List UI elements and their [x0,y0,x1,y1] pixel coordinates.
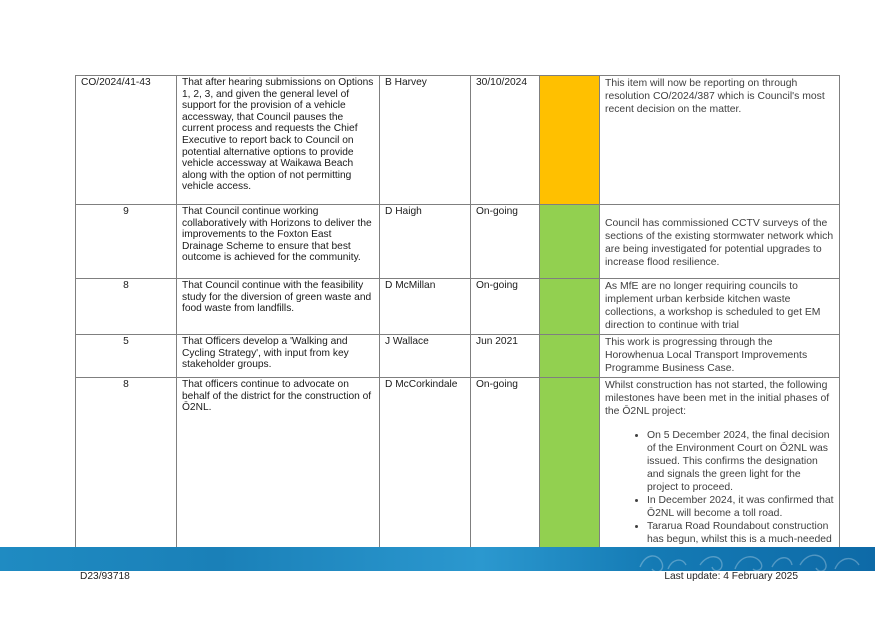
due-cell: On-going [471,378,540,549]
list-item: • On 5 December 2024, the final decision of the Environment Court on Ō2NL was issued. This confirms the designation and signals the green light for the project to proceed. [647,429,834,494]
owner-cell: D Haigh [380,205,471,279]
last-update: Last update: 4 February 2025 [664,571,798,582]
due-cell: 30/10/2024 [471,76,540,205]
comment-cell: As MfE are no longer requiring councils to implement urban kerbside kitchen waste collections, a workshop is scheduled to get EM direction to continue with trial [600,279,840,335]
comment-cell [600,205,840,279]
comment-intro: Whilst construction has not started, the following milestones have been met in the initial phases of the Ō2NL project: [605,380,830,417]
status-cell-green [540,335,600,378]
actions-table [75,75,840,549]
table-row [76,205,840,279]
list-item: • In December 2024, it was confirmed that Ō2NL will become a toll road. [647,494,834,520]
ref-cell: 5 [76,335,177,378]
koru-pattern-icon [0,547,875,571]
status-cell-green [540,205,600,279]
ref-cell: 9 [76,205,177,279]
milestone-list [605,429,834,546]
ref-cell: CO/2024/41-43 [76,76,177,205]
due-cell: On-going [471,279,540,335]
owner-cell: D McCorkindale [380,378,471,549]
comment-cell: This item will now be reporting on through resolution CO/2024/387 which is Council's most recent decision on the matter. [600,76,840,205]
footer-decorative-band [0,547,875,571]
action-cell: That after hearing submissions on Options 1, 2, 3, and given the general level of support for the provision of a vehicle accessway, that Council pauses the current process and requests the Chief Executive to report back to Council on potential alternative options to provide vehicle accessway at Waikawa Beach along with the option of not permitting vehicle access. [177,76,380,205]
action-cell: That Council continue with the feasibility study for the diversion of green waste and food waste from landfills. [177,279,380,335]
owner-cell: J Wallace [380,335,471,378]
list-item: • Tararua Road Roundabout construction has begun, whilst this is a much-needed [647,520,834,546]
ref-cell: 8 [76,279,177,335]
due-cell: On-going [471,205,540,279]
table-row [76,279,840,335]
owner-cell: D McMillan [380,279,471,335]
status-cell-amber [540,76,600,205]
comment-text: Council has commissioned CCTV surveys of the sections of the existing stormwater network which are being investigated for potential upgrades to increase flood resilience. [605,218,834,268]
status-cell-green [540,378,600,549]
comment-cell: This work is progressing through the Horowhenua Local Transport Improvements Programme Business Case. [600,335,840,378]
document-reference: D23/93718 [80,571,130,582]
ref-cell: 8 [76,378,177,549]
table-row [76,378,840,549]
action-cell: That officers continue to advocate on behalf of the district for the construction of Ō2NL. [177,378,380,549]
comment-cell [600,378,840,549]
table-row [76,335,840,378]
status-cell-green [540,279,600,335]
table-row [76,76,840,205]
action-cell: That Council continue working collaboratively with Horizons to deliver the improvements to the Foxton East Drainage Scheme to ensure that best outcome is achieved for the community. [177,205,380,279]
due-cell: Jun 2021 [471,335,540,378]
action-cell: That Officers develop a 'Walking and Cycling Strategy', with input from key stakeholder groups. [177,335,380,378]
owner-cell: B Harvey [380,76,471,205]
